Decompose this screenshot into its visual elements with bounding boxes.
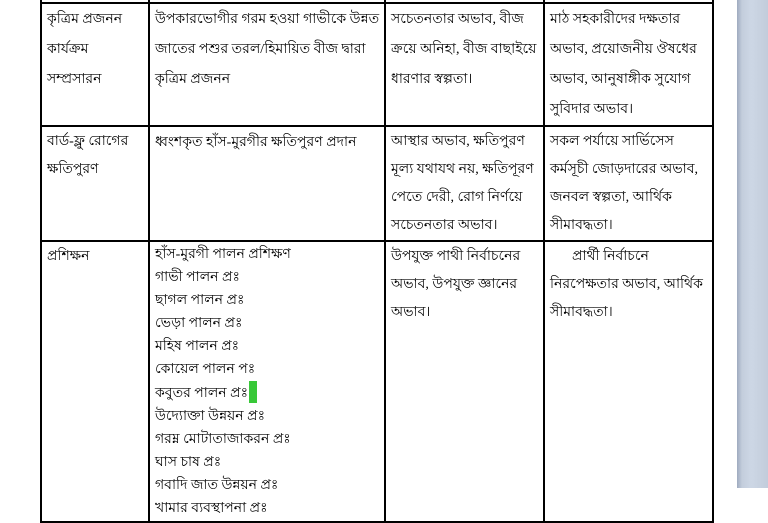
document-table bbox=[40, 0, 714, 523]
cell-text-line[interactable]: গাভী পালন প্রঃ bbox=[155, 270, 240, 285]
cell-text[interactable]: কবুতর পালন প্রঃ bbox=[155, 386, 249, 401]
table-cell-limitations[interactable] bbox=[544, 241, 713, 522]
table-cell-problems[interactable] bbox=[385, 241, 544, 522]
table-cell-activity[interactable] bbox=[41, 241, 149, 522]
table-cell-activity[interactable] bbox=[41, 126, 149, 241]
table-cell-description[interactable] bbox=[149, 126, 385, 241]
cell-text[interactable]: আস্থার অভাব, ক্ষতিপুরণ মূল্য যথাযথ নয়, ক্ষতিপূরণ পেতে দেরী, রোগ নির্ণয়ে সচেতনতার অভাব। bbox=[391, 134, 534, 233]
cell-text-line-with-cursor[interactable] bbox=[155, 381, 380, 405]
table-cell-problems[interactable] bbox=[385, 126, 544, 241]
cell-text-line[interactable]: কোয়েল পালন পঃ bbox=[155, 362, 256, 377]
cell-text[interactable]: সচেতনতার অভাব, বীজ ক্রয়ে অনিহা, বীজ বাছাইয়ে ধারণার স্বল্পতা। bbox=[391, 12, 537, 87]
table-row-training bbox=[41, 241, 713, 522]
cell-text-line[interactable]: গবাদি জাত উন্নয়ন প্রঃ bbox=[155, 478, 279, 493]
table-cell-description[interactable] bbox=[149, 3, 385, 126]
cell-text-line[interactable]: ছাগল পালন প্রঃ bbox=[155, 293, 245, 308]
table-cell-limitations[interactable] bbox=[544, 3, 713, 126]
cell-text-line[interactable]: হাঁস-মুরগী পালন প্রশিক্ষণ bbox=[155, 247, 291, 262]
cell-text-line[interactable]: মহিষ পালন প্রঃ bbox=[155, 339, 240, 354]
table-row-bird-flu-compensation bbox=[41, 126, 713, 241]
text-cursor bbox=[249, 381, 257, 403]
cell-text-line[interactable]: উদ্যোক্তা উন্নয়ন প্রঃ bbox=[155, 409, 266, 424]
cell-text-line[interactable]: ঘাস চাষ প্রঃ bbox=[155, 455, 222, 470]
cell-text[interactable]: প্রশিক্ষন bbox=[47, 249, 90, 264]
cell-text[interactable]: বার্ড-ফ্লু রোগের ক্ষতিপুরণ bbox=[47, 134, 129, 177]
cell-text[interactable]: প্রার্থী নির্বাচনে নিরপেক্ষতার অভাব, আর্থিক সীমাবদ্ধতা। bbox=[550, 249, 703, 320]
cell-text[interactable]: কৃত্রিম প্রজনন কার্যক্রম সম্প্রসারন bbox=[47, 12, 123, 87]
table-cell-limitations[interactable] bbox=[544, 126, 713, 241]
table-cell-training-list[interactable] bbox=[149, 241, 385, 522]
table-cell-problems[interactable] bbox=[385, 3, 544, 126]
cell-text[interactable]: ধ্বংশকৃত হাঁস-মুরগীর ক্ষতিপুরণ প্রদান bbox=[155, 135, 357, 150]
table-row-artificial-insemination bbox=[41, 3, 713, 126]
cell-text-line[interactable]: খামার ব্যবস্থাপনা প্রঃ bbox=[155, 501, 268, 516]
cell-text[interactable]: মাঠ সহকারীদের দক্ষতার অভাব, প্রয়োজনীয় ঔষধের অভাব, আনুষাঙ্গীক সুযোগ সুবিদার অভাব। bbox=[550, 12, 697, 117]
cell-text-line[interactable]: ভেড়া পালন প্রঃ bbox=[155, 316, 243, 331]
table-cell-activity[interactable] bbox=[41, 3, 149, 126]
page-margin-area bbox=[737, 0, 768, 488]
cell-text[interactable]: উপকারভোগীর গরম হওয়া গাভীকে উন্নত জাতের পশুর তরল/হিমায়িত বীজ দ্বারা কৃত্রিম প্রজনন bbox=[155, 12, 380, 87]
cell-text-line[interactable]: গরম্ন মোটাতাজাকরন প্রঃ bbox=[155, 432, 291, 447]
cell-text[interactable]: উপযুক্ত পাথী নির্বাচনের অভাব, উপযুক্ত জ্ঞানের অভাব। bbox=[391, 249, 521, 320]
cell-text[interactable]: সকল পর্যায়ে সার্ভিসেস কর্মসূচী জোড়দারের অভাব, জনবল স্বল্পতা, আর্থিক সীমাবদ্ধতা। bbox=[550, 134, 698, 233]
